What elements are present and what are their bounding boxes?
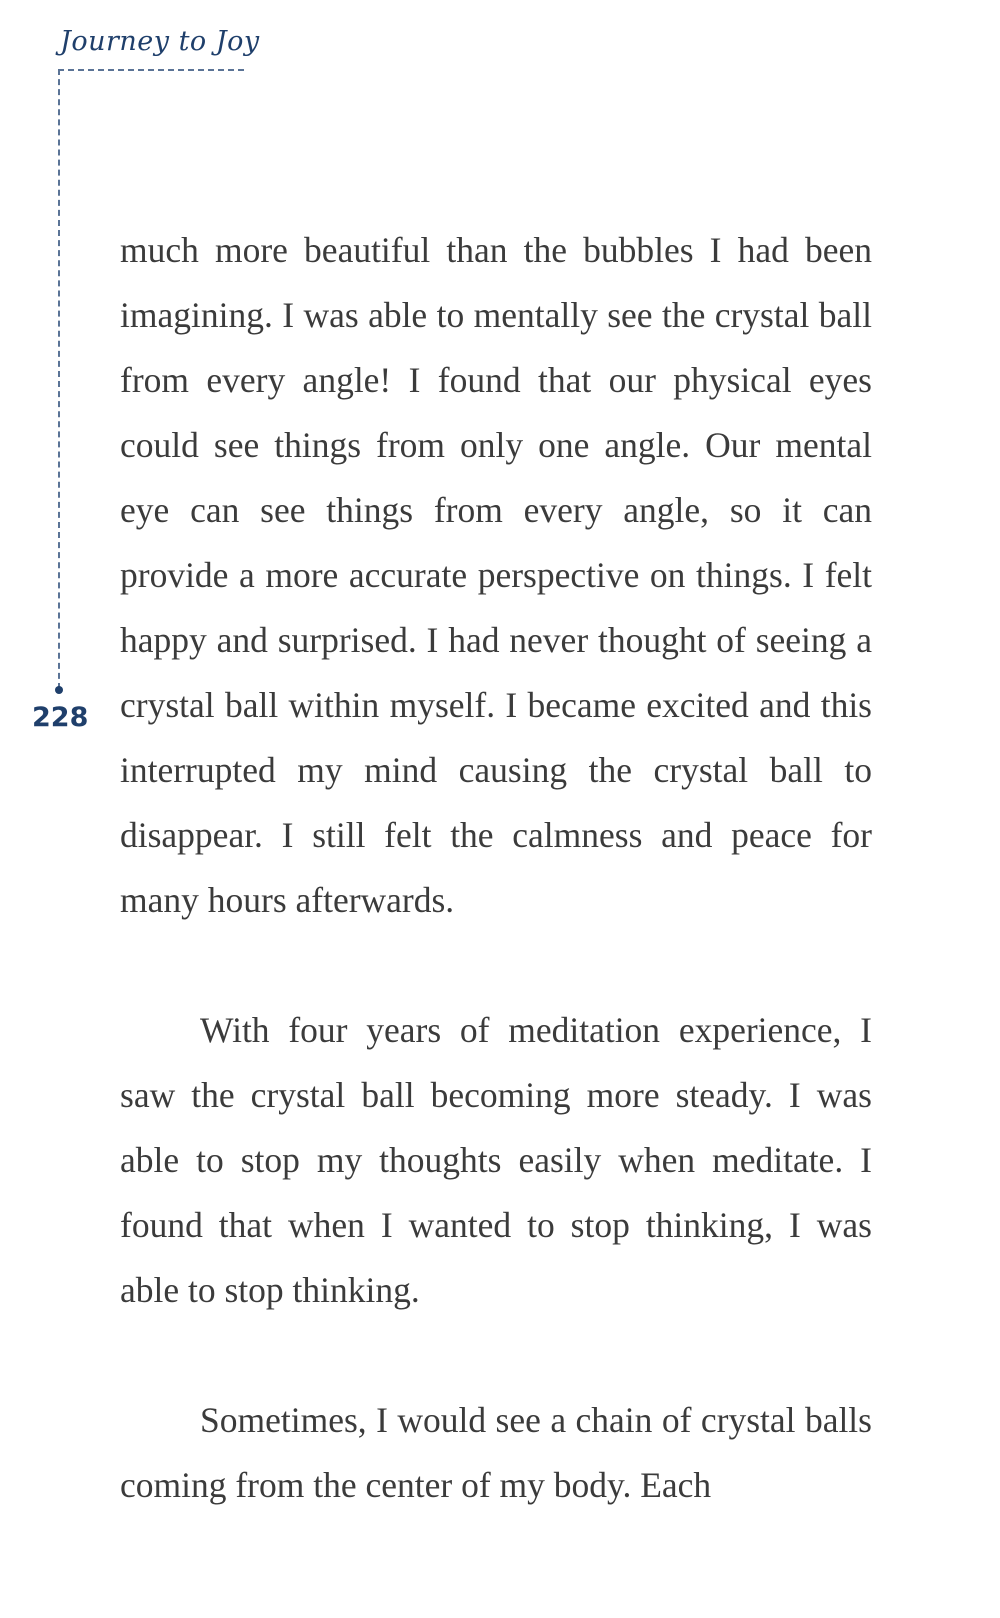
running-head-title: Journey to Joy (60, 26, 260, 57)
margin-dashed-rule (58, 69, 60, 689)
paragraph-1: much more beautiful than the bubbles I had been imagining. I was able to mentally see the crystal ball from every angle! I found that our physical eyes could see things from only one angle. Our mental eye can see things from every angle, so it can provide a more accurate perspective on things. I felt happy and surprised. I had never thought of seeing a crystal ball within myself. I became excited and this interrupted my mind causing the crystal ball to disappear. I still felt the calmness and peace for many hours afterwards. (120, 230, 872, 920)
header-dashed-rule (58, 69, 244, 71)
margin-rule-dot (55, 686, 63, 694)
body-text (120, 218, 872, 1518)
page-number: 228 (32, 702, 89, 733)
paragraph-3: Sometimes, I would see a chain of crystal balls coming from the center of my body. Each (120, 1400, 872, 1505)
paragraph-2: With four years of meditation experience, I saw the crystal ball becoming more steady. I was able to stop my thoughts easily when meditate. I found that when I wanted to stop thinking, I was able to stop thinking. (120, 1010, 872, 1310)
